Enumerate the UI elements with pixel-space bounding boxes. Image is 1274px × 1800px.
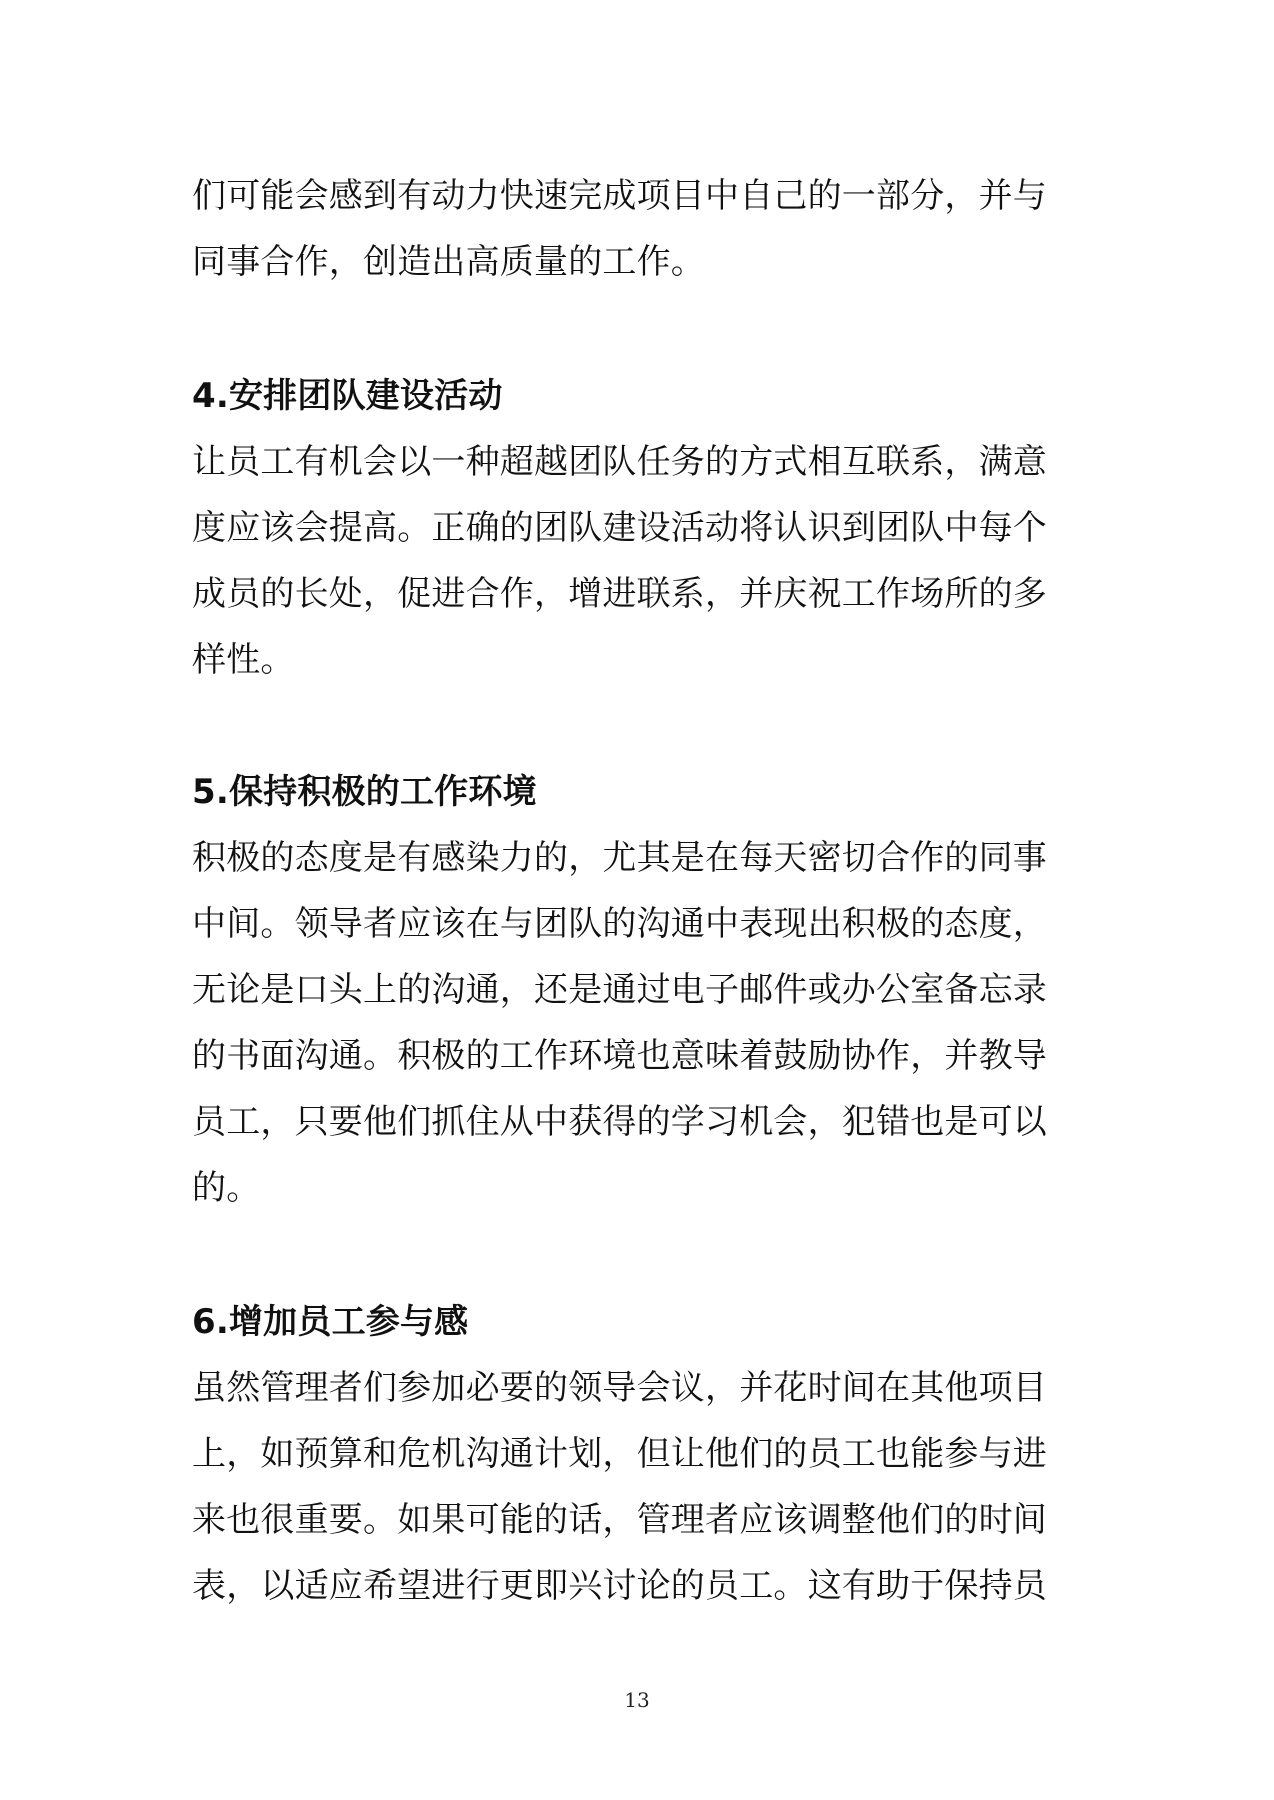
section-6-line-1: 虽然管理者们参加必要的领导会议，并花时间在其他项目 — [192, 1368, 1047, 1408]
section-5-line-2: 中间。领导者应该在与团队的沟通中表现出积极的态度， — [192, 904, 1047, 944]
intro-line-2: 同事合作，创造出高质量的工作。 — [192, 242, 705, 282]
section-5-line-3: 无论是口头上的沟通，还是通过电子邮件或办公室备忘录 — [192, 970, 1047, 1010]
section-4-line-4: 样性。 — [192, 640, 295, 680]
section-6-heading: 6.增加员工参与感 — [192, 1302, 469, 1342]
section-5-heading: 5.保持积极的工作环境 — [192, 772, 537, 812]
section-5-line-6: 的。 — [192, 1168, 261, 1208]
section-5-line-1: 积极的态度是有感染力的，尤其是在每天密切合作的同事 — [192, 838, 1047, 878]
section-6-line-2: 上，如预算和危机沟通计划，但让他们的员工也能参与进 — [192, 1434, 1047, 1474]
section-4-line-1: 让员工有机会以一种超越团队任务的方式相互联系，满意 — [192, 442, 1047, 482]
intro-line-1: 们可能会感到有动力快速完成项目中自己的一部分，并与 — [192, 176, 1047, 216]
section-4-heading: 4.安排团队建设活动 — [192, 376, 503, 416]
page-number: 13 — [624, 1688, 650, 1712]
section-4-line-2: 度应该会提高。正确的团队建设活动将认识到团队中每个 — [192, 508, 1047, 548]
section-5-line-4: 的书面沟通。积极的工作环境也意味着鼓励协作，并教导 — [192, 1036, 1047, 1076]
section-5-line-5: 员工，只要他们抓住从中获得的学习机会，犯错也是可以 — [192, 1102, 1047, 1142]
section-6-line-3: 来也很重要。如果可能的话，管理者应该调整他们的时间 — [192, 1500, 1047, 1540]
section-6-line-4: 表，以适应希望进行更即兴讨论的员工。这有助于保持员 — [192, 1566, 1047, 1606]
section-4-line-3: 成员的长处，促进合作，增进联系，并庆祝工作场所的多 — [192, 574, 1047, 614]
